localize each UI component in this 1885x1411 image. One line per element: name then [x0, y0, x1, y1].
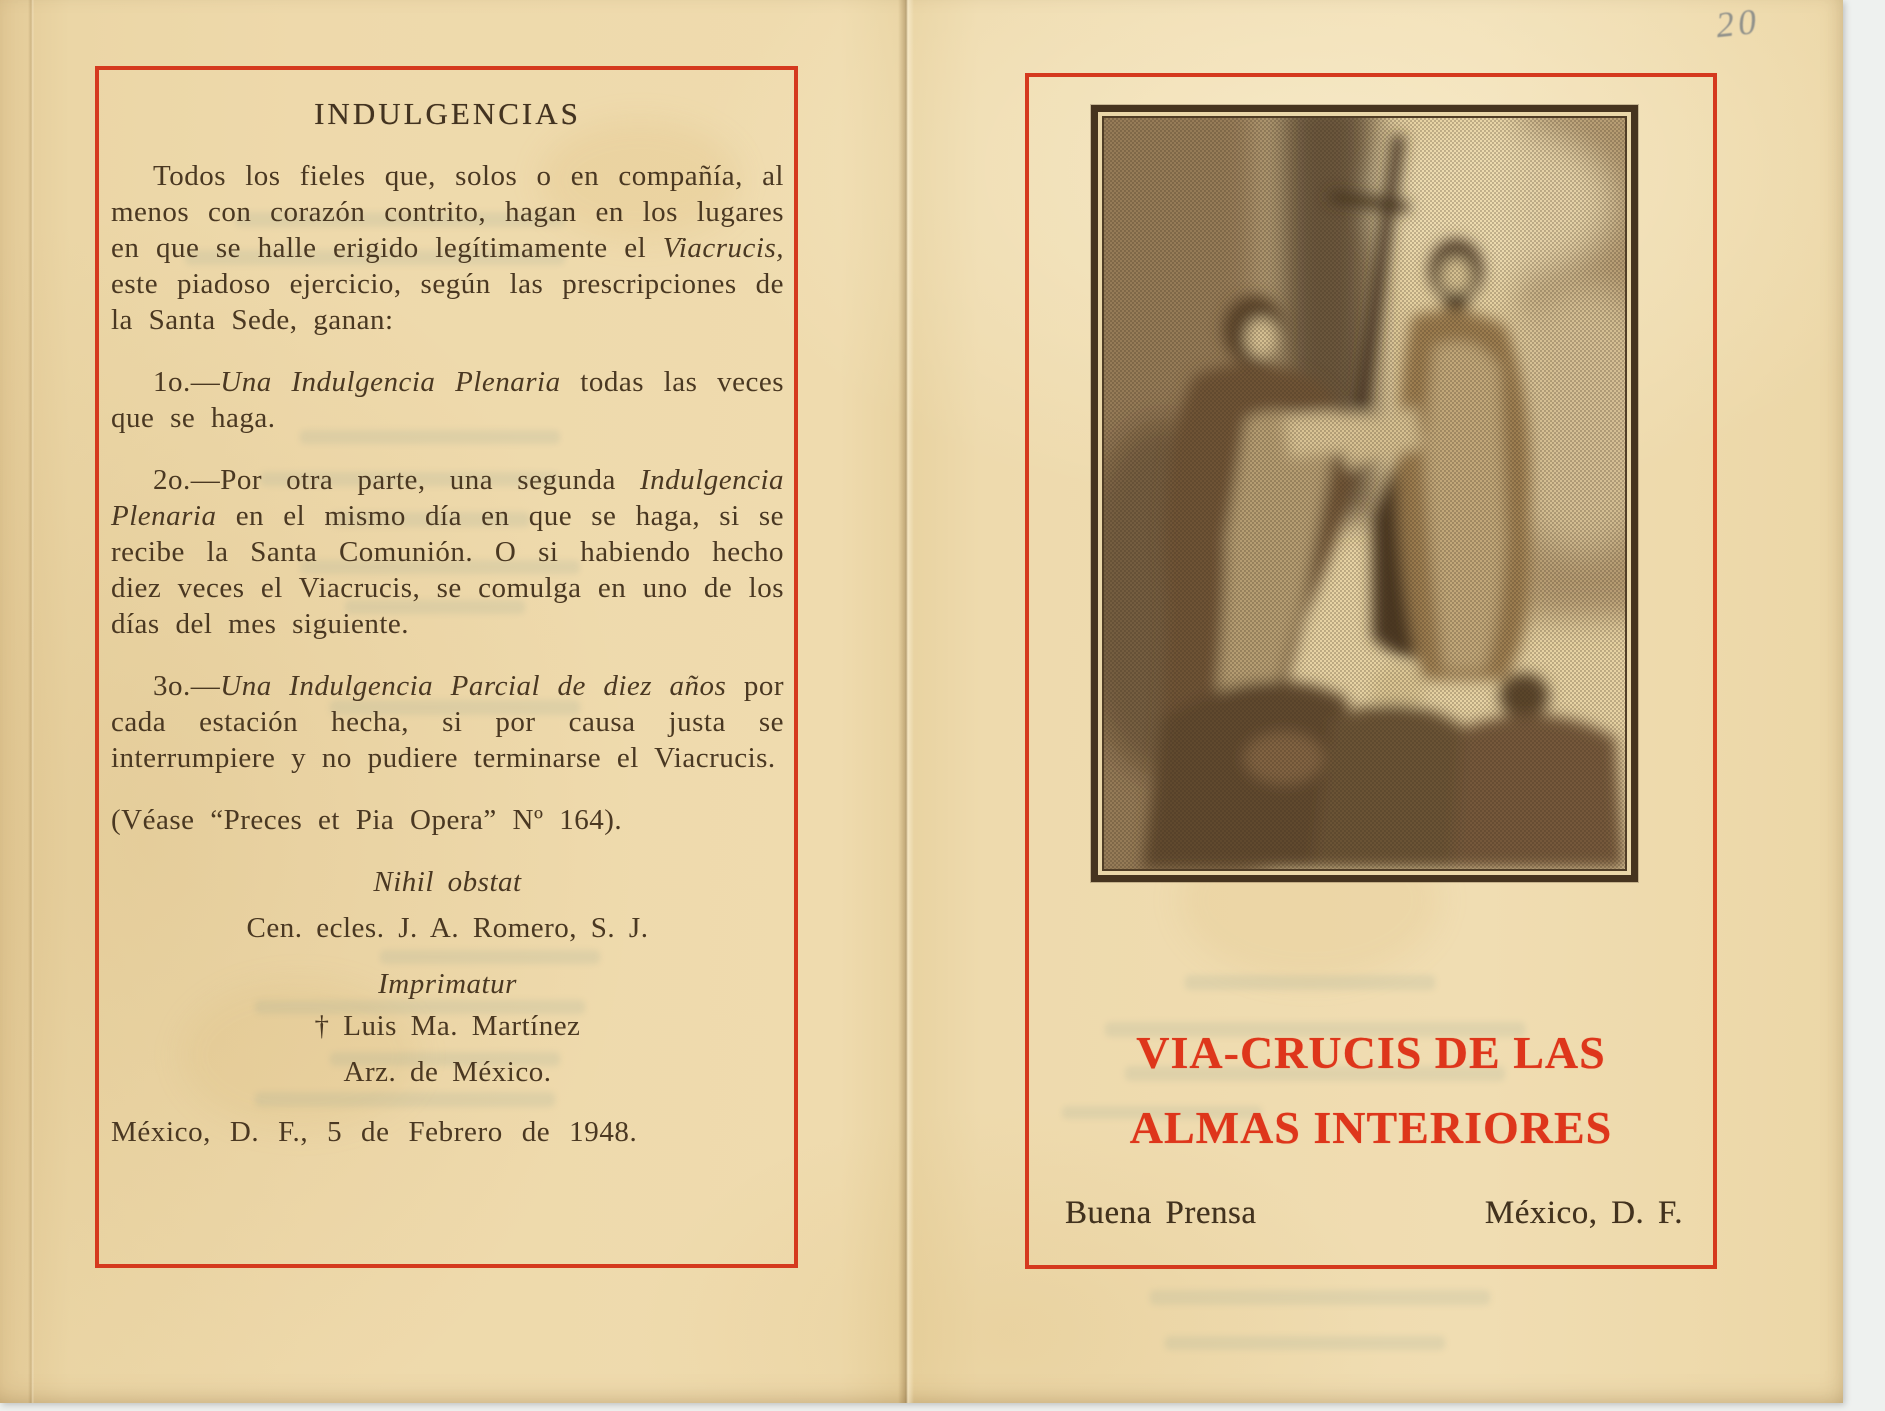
religious-engraving-image — [1104, 118, 1625, 869]
right-page-red-border — [1025, 73, 1717, 1269]
paragraph-first-italic: Una Indulgencia Plenaria — [220, 366, 561, 398]
engraving-frame — [1091, 105, 1638, 882]
dateline: México, D. F., 5 de Febrero de 1948. — [111, 1116, 638, 1148]
left-page-red-border — [95, 66, 798, 1268]
left-edge-crease — [28, 0, 34, 1403]
archbishop-title: Arz. de México. — [343, 1056, 552, 1088]
booklet-title-line2: ALMAS INTERIORES — [1129, 1102, 1613, 1153]
paragraph-third-lead: 3o.— — [153, 670, 221, 702]
bleedthrough-smudge — [1165, 1336, 1445, 1350]
paragraph-second-italic: Indulgencia Plenaria — [111, 464, 784, 532]
pencil-annotation: 20 — [1714, 0, 1762, 46]
paragraph-intro-italic: Viacrucis, — [662, 232, 784, 264]
imprimatur: Imprimatur — [378, 968, 517, 1000]
booklet-title — [1029, 1015, 1713, 1165]
censor-name: Cen. ecles. J. A. Romero, S. J. — [246, 912, 649, 944]
indulgencias-title: INDULGENCIAS — [314, 96, 581, 131]
left-page — [99, 70, 794, 1264]
paragraph-intro-tail: este piadoso ejercicio, según las prescripciones de la Santa Sede, ganan: — [111, 268, 784, 336]
center-fold — [898, 0, 914, 1403]
engraving-inner-rule — [1102, 116, 1627, 871]
paragraph-third-indulgence — [111, 668, 784, 776]
paragraph-third-italic: Una Indulgencia Parcial de diez años — [220, 670, 727, 702]
paragraph-second-tail: en el mismo día en que se haga, si se recibe la Santa Comunión. O si habiendo hecho diez veces el Viacrucis, se comulga en uno de los días del mes siguiente. — [111, 500, 784, 640]
paragraph-first-indulgence — [111, 364, 784, 436]
bleedthrough-smudge — [1150, 1290, 1490, 1305]
nihil-obstat: Nihil obstat — [373, 866, 522, 898]
city-name: México, D. F. — [1484, 1195, 1683, 1231]
paragraph-intro — [111, 158, 784, 338]
publisher-row — [1065, 1195, 1683, 1232]
booklet-title-line1: VIA-CRUCIS DE LAS — [1136, 1027, 1606, 1078]
archbishop-name: † Luis Ma. Martínez — [314, 1010, 581, 1042]
paragraph-intro-lead: Todos los fieles que, solos o en compañía, al menos con corazón contrito, hagan en los lugares en que se halle erigido legítimamente el — [111, 160, 784, 264]
paragraph-second-lead: 2o.—Por otra parte, una segunda — [153, 464, 640, 496]
paragraph-second-indulgence — [111, 462, 784, 642]
paragraph-third-tail: por cada estación hecha, si por causa justa se interrumpiere y no pudiere terminarse el Viacrucis. — [111, 670, 784, 774]
publisher-name: Buena Prensa — [1065, 1195, 1257, 1231]
reference-note: (Véase “Preces et Pia Opera” Nº 164). — [111, 804, 623, 836]
paragraph-first-lead: 1o.— — [153, 366, 221, 398]
paragraph-first-tail: todas las veces que se haga. — [111, 366, 784, 434]
